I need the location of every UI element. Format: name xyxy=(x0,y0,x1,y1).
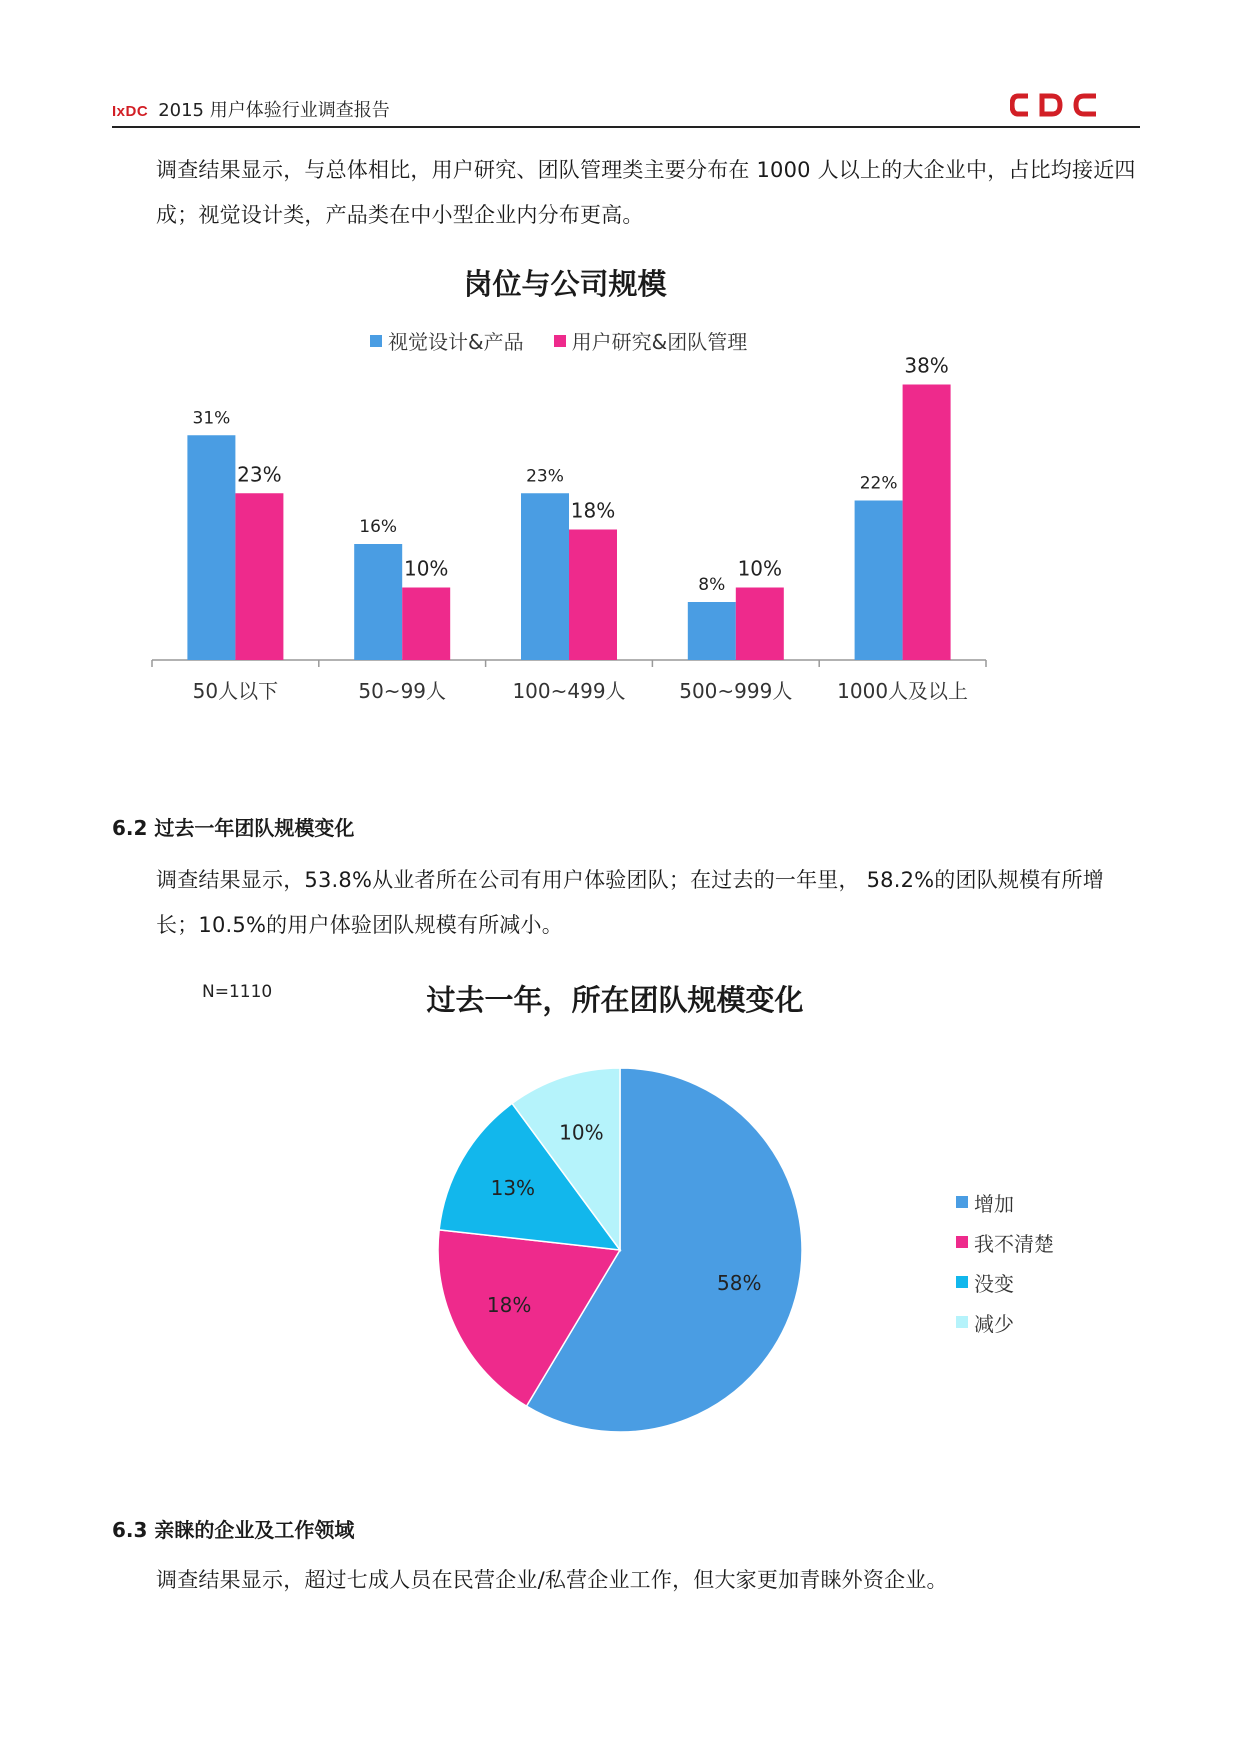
legend-label-research: 用户研究&团队管理 xyxy=(571,330,748,354)
pie-legend-label: 没变 xyxy=(974,1271,1014,1296)
bar-visual xyxy=(187,435,235,660)
bar-research xyxy=(569,530,617,661)
bar-value-label: 22% xyxy=(859,473,898,494)
sample-size-note: N=1110 xyxy=(202,982,273,1002)
pie-slice-label: 58% xyxy=(717,1270,762,1295)
bar-research xyxy=(736,588,784,661)
bar-visual xyxy=(521,493,569,660)
section3-paragraph xyxy=(112,1558,1138,1603)
section-heading-6-2: 6.2 过去一年团队规模变化 xyxy=(112,816,355,840)
pie-legend-item-unchanged xyxy=(956,1262,1054,1302)
bar-value-label: 23% xyxy=(526,466,564,487)
ixdc-logo: IxDC xyxy=(112,103,149,120)
x-tick-label: 50~99人 xyxy=(358,679,447,703)
bar-chart-title: 岗位与公司规模 xyxy=(463,267,667,301)
pie-legend-item-increase xyxy=(956,1182,1054,1222)
intro-paragraph xyxy=(112,148,1138,238)
bar-value-label: 16% xyxy=(359,517,398,537)
x-tick-label: 50人以下 xyxy=(192,679,279,703)
bar-research xyxy=(235,493,283,660)
pie-legend-label: 减少 xyxy=(974,1311,1014,1336)
pie-legend-item-decrease xyxy=(956,1302,1054,1342)
bar-value-label: 10% xyxy=(403,556,449,581)
pie-chart xyxy=(420,1050,820,1450)
bar-chart xyxy=(140,330,1020,720)
pie-legend-label: 增加 xyxy=(974,1191,1014,1216)
bar-visual xyxy=(855,501,903,661)
x-tick-label: 500~999人 xyxy=(679,679,793,703)
pie-chart-legend xyxy=(956,1182,1054,1342)
pie-legend-swatch xyxy=(956,1236,968,1248)
bar-value-label: 18% xyxy=(570,498,616,523)
pie-legend-label: 我不清楚 xyxy=(974,1231,1054,1256)
x-tick-label: 1000人及以上 xyxy=(837,679,969,703)
pie-legend-swatch xyxy=(956,1276,968,1288)
header-left xyxy=(112,96,390,122)
bar-visual xyxy=(354,544,402,660)
bar-value-label: 8% xyxy=(698,575,726,595)
pie-legend-swatch xyxy=(956,1196,968,1208)
pie-legend-item-unknown xyxy=(956,1222,1054,1262)
section2-text: 调查结果显示，53.8%从业者所在公司有用户体验团队；在过去的一年里， 58.2%的团队规模有所增长；10.5%的用户体验团队规模有所减小。 xyxy=(156,868,1104,937)
pie-slice-label: 18% xyxy=(486,1292,532,1317)
bar-value-label: 38% xyxy=(904,353,949,378)
bar-value-label: 10% xyxy=(737,556,783,581)
cdc-logo-icon xyxy=(1010,92,1102,118)
pie-chart-title: 过去一年，所在团队规模变化 xyxy=(426,983,804,1017)
bar-research xyxy=(903,385,951,661)
bar-visual xyxy=(688,602,736,660)
section-heading-6-3: 6.3 亲睐的企业及工作领域 xyxy=(112,1518,355,1542)
bar-value-label: 23% xyxy=(237,462,282,487)
report-title: 2015 用户体验行业调查报告 xyxy=(158,100,390,121)
section3-text: 调查结果显示，超过七成人员在民营企业/私营企业工作，但大家更加青睐外资企业。 xyxy=(156,1568,948,1592)
page-header xyxy=(112,92,1140,128)
section2-paragraph xyxy=(112,858,1138,948)
pie-slice-label: 13% xyxy=(490,1176,536,1201)
legend-label-visual: 视觉设计&产品 xyxy=(388,330,524,354)
bar-value-label: 31% xyxy=(192,408,231,429)
intro-text: 调查结果显示，与总体相比，用户研究、团队管理类主要分布在 1000 人以上的大企业中，占比均接近四成；视觉设计类，产品类在中小型企业内分布更高。 xyxy=(156,158,1136,227)
x-tick-label: 100~499人 xyxy=(512,679,626,703)
header-divider xyxy=(112,126,1140,128)
bar-research xyxy=(402,588,450,661)
pie-legend-swatch xyxy=(956,1316,968,1328)
pie-slice-label: 10% xyxy=(559,1120,604,1145)
